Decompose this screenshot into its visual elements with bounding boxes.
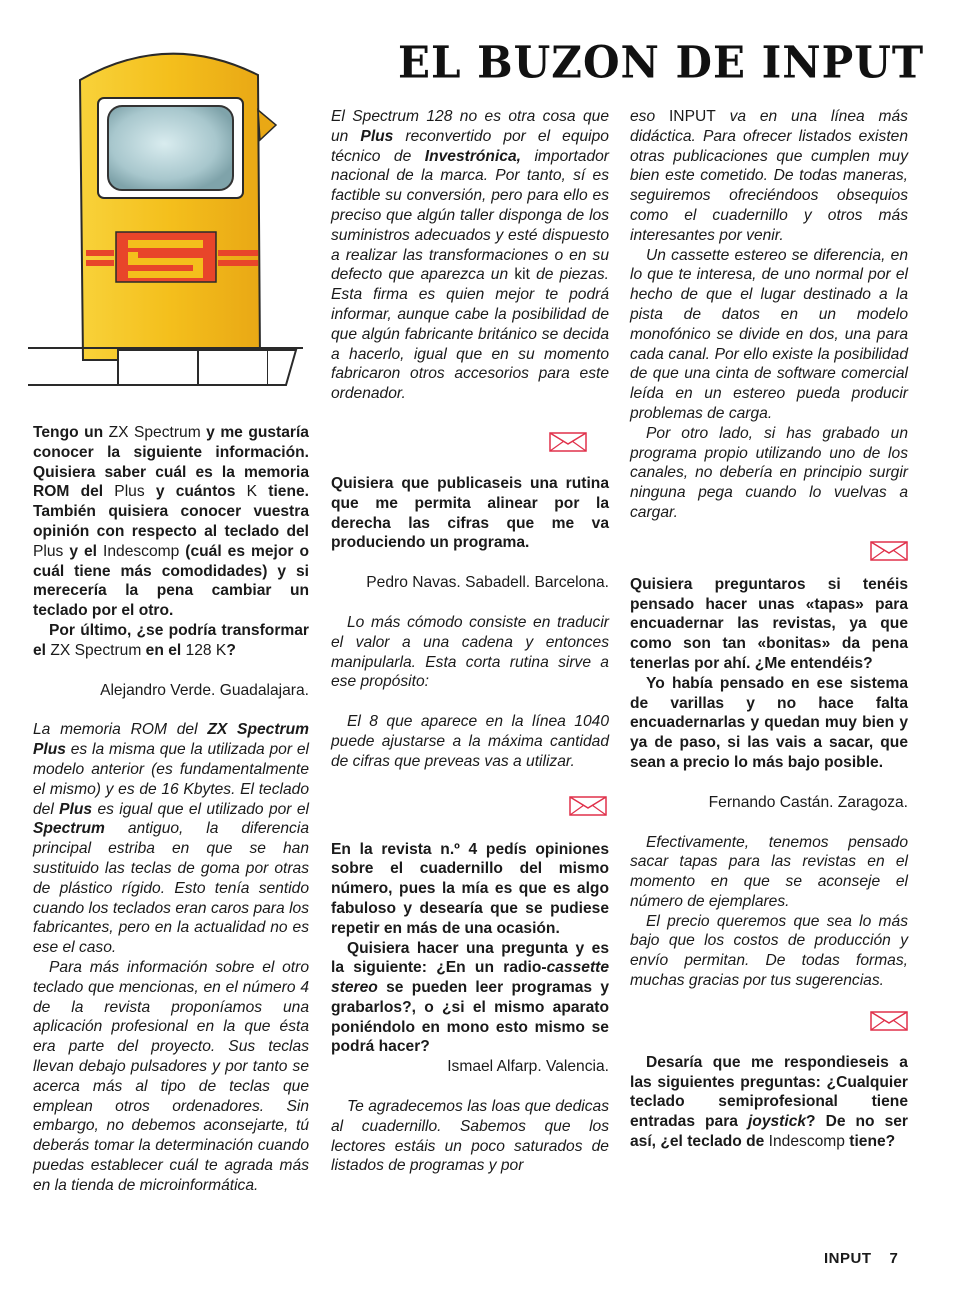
answer-text: El Spectrum 128 no es otra cosa que un Plus reconvertido por el equipo técnico de Investrónica, importador nacional de la marca. Por tanto, sí es factible su conversión, pero para ello es preciso que algún taller disponga de los suministros adecuados y esté dispuesto a realizar las transformaciones o en su defecto que aparezca un kit de piezas. Esta firma es quien mejor te podrá informar, aunque cabe la posibilidad de que algún fabricante británico se decida a hacerlo, igual que en su momento fabricaron otros accesorios para este ordenador. [331, 108, 610, 403]
column-left [33, 423, 309, 1195]
answer-text: Efectivamente, tenemos pensado sacar tapas para las revistas en el momento en que se aconseje el número de ejemplares. [630, 833, 908, 910]
letter-signature: Pedro Navas. Sabadell. Barcelona. [366, 574, 609, 592]
letter-question: Quisiera preguntaros si tenéis pensado hacer unas «tapas» para encuadernar las revistas, ya que como son tan «bonitas» da pena tenerlas por ahí. ¿Me entendéis? [630, 575, 908, 672]
page-title: EL BUZON DE INPUT [398, 36, 925, 89]
mailbox-illustration [28, 30, 318, 390]
answer-text: Te agradecemos las loas que dedicas al cuadernillo. Sabemos que los lectores estáis un poco saturados de listados de programas y por [331, 1098, 609, 1175]
envelope-icon [870, 541, 908, 561]
letter-signature: Ismael Alfarp. Valencia. [447, 1058, 609, 1076]
letter-signature: Fernando Castán. Zaragoza. [708, 793, 908, 811]
letter-question: Tengo un ZX Spectrum y me gustaría conocer la siguiente información. Quisiera saber cuál es la memoria ROM del Plus y cuántos K tiene. También quisiera conocer vuestra opinión con respecto al teclado del Plus y el Indescomp (cuál es mejor o cuál tiene más comodidades) y si merecería la pena cambiar un teclado por el otro. [33, 424, 309, 620]
answer-text: El 8 que aparece en la línea 1040 puede ajustarse a la máxima cantidad de cifras que preveas vas a utilizar. [331, 713, 609, 770]
column-middle [331, 107, 609, 1176]
answer-text: Lo más cómodo consiste en traducir el valor a una cadena y entonces manipularla. Esta corta rutina sirve a ese propósito: [331, 613, 609, 691]
answer-text: eso INPUT va en una línea más didáctica. Para ofrecer listados existen otras publicaciones que cumplen muy bien este cometido. De todas maneras, seguiremos ofreciéndoos obsequios como el cuadernillo y otros más interesantes por venir. [630, 108, 908, 244]
letter-signature: Alejandro Verde. Guadalajara. [100, 681, 309, 699]
footer-brand: INPUT [824, 1250, 872, 1267]
letter-question: Por último, ¿se podría transformar el ZX Spectrum en el 128 K? [33, 621, 309, 659]
answer-text: Por otro lado, si has grabado un programa propio utilizando uno de los canales, no debería en principio surgir ninguna pega cuando lo vuelvas a cargar. [630, 424, 908, 521]
envelope-icon [569, 796, 607, 816]
envelope-icon [870, 1011, 908, 1031]
letter-question: Yo había pensado en ese sistema de varillas y no hace falta encuadernarlas y quedan muy bien y ya de paso, si las vais a sacar, que sean a precio lo más bajo posible. [630, 674, 908, 771]
letter-question: Quisiera hacer una pregunta y es la siguiente: ¿En un radio-cassette stereo se pueden leer programas y grabarlos?, o ¿si el mismo aparato poniéndolo en mono esto mismo se podrá hacer? [331, 939, 609, 1056]
letter-question: Desaría que me respondieseis a las siguientes preguntas: ¿Cualquier teclado semiprofesional tiene entradas para joystick? De no ser así, ¿el teclado de Indescomp tiene? [630, 1053, 909, 1151]
envelope-icon [549, 432, 587, 452]
answer-text: El precio queremos que sea lo más bajo que los costos de producción y envío permitan. De todas formas, muchas gracias por tus sugerencias. [630, 912, 908, 990]
letter-question: En la revista n.º 4 pedís opiniones sobre el cuadernillo del mismo número, pues la mía es que es algo fabuloso y desearía que se pudiese repetir en más de una ocasión. [331, 840, 609, 937]
answer-text: La memoria ROM del ZX Spectrum Plus es la misma que la utilizada por el modelo anterior (es fundamentalmente el mismo) y es de 16 Kbytes. El teclado del Plus es igual que el utilizado por el Spectrum antiguo, la diferencia principal estriba en que se han sustituido las teclas de goma por otras de plástico rígido. Esto tenía sentido cuando los teclados eran caros para los fabricantes, pero en la actualidad no es ese el caso. [33, 721, 309, 957]
page-footer [824, 1250, 898, 1267]
answer-text: Para más información sobre el otro teclado que mencionas, en el número 4 de la revista proponíamos una aplicación profesional en la que ésta era parte del proyecto. Sus teclas llevan debajo pulsadores y por tanto se acerca más al tipo de teclas que emplean otros ordenadores. Sin embargo, no debemos aconsejarte, tú deberás tomar la determinación cuando puedas establecer cuál te agrada más en la tienda de microinformática. [33, 958, 309, 1194]
page-number: 7 [889, 1250, 899, 1267]
letter-question: Quisiera que publicaseis una rutina que me permita alinear por la derecha las cifras que me va produciendo un programa. [331, 474, 609, 552]
answer-text: Un cassette estereo se diferencia, en lo que te interesa, de uno normal por el hecho de que el lugar destinado a la pista de datos en un modelo monofónico se divide en dos, una para cada canal. Por ello existe la posibilidad de que una cinta de software comercial leída en un estereo pueda producir problemas de carga. [630, 246, 908, 422]
column-right [630, 107, 908, 1152]
